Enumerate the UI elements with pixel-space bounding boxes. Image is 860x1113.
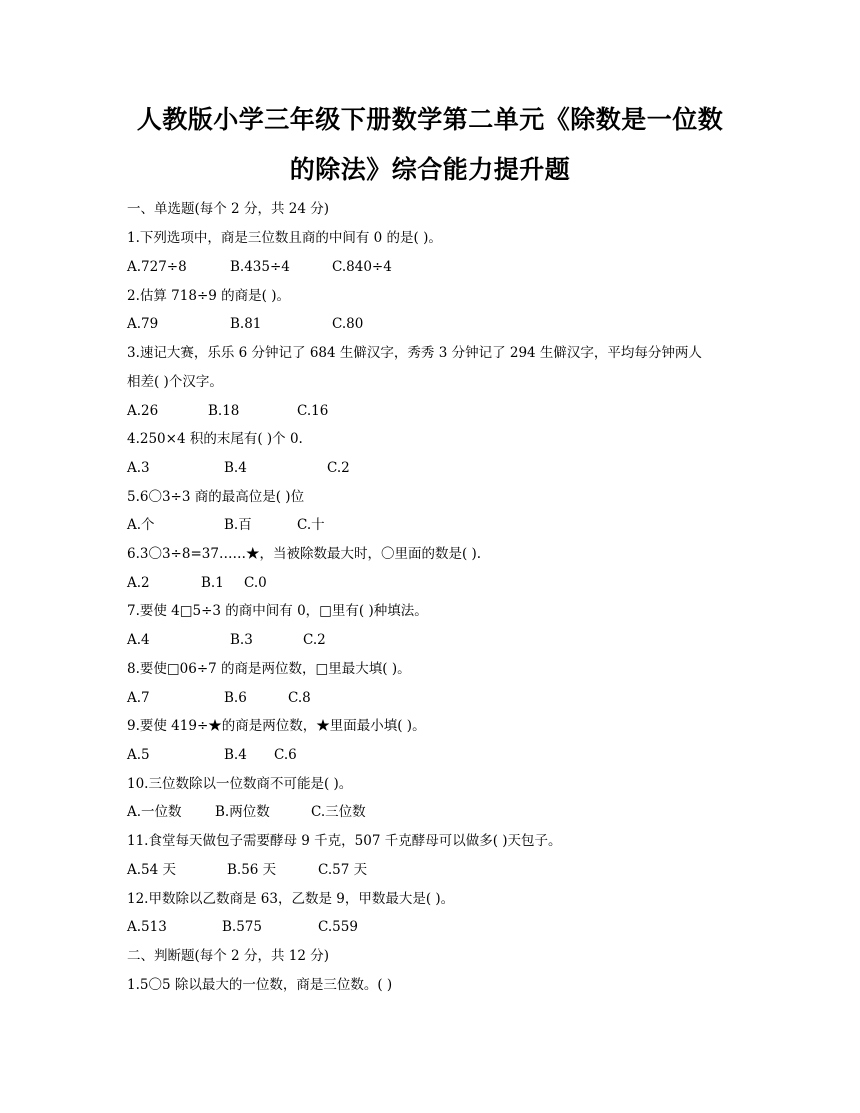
q4-option-c: C.2 — [327, 460, 350, 476]
q7-option-b: B.3 — [230, 632, 253, 648]
q9-option-a: A.5 — [127, 747, 150, 763]
q11-option-a: A.54 天 — [127, 862, 177, 878]
q2-option-c: C.80 — [332, 316, 364, 332]
q4-option-a: A.3 — [127, 460, 150, 476]
q11-option-c: C.57 天 — [318, 862, 368, 878]
q6-option-a: A.2 — [127, 575, 150, 591]
question-3: 3.速记大赛，乐乐 6 分钟记了 684 生僻汉字，秀秀 3 分钟记了 294 生僻汉字，平均每分钟两人 — [127, 345, 702, 361]
q1-option-a: A.727÷8 — [127, 259, 187, 275]
document-title-line-1: 人教版小学三年级下册数学第二单元《除数是一位数 — [136, 105, 724, 134]
q11-option-b: B.56 天 — [227, 862, 277, 878]
q10-option-b: B.两位数 — [215, 804, 270, 820]
question-12: 12.甲数除以乙数商是 63，乙数是 9，甲数最大是( )。 — [127, 891, 455, 907]
q5-option-c: C.十 — [297, 517, 325, 533]
q8-option-b: B.6 — [224, 690, 247, 706]
q2-option-a: A.79 — [127, 316, 159, 332]
question-7: 7.要使 4□5÷3 的商中间有 0，□里有( )种填法。 — [127, 603, 428, 619]
q9-option-b: B.4 — [224, 747, 247, 763]
document-title-line-2: 的除法》综合能力提升题 — [289, 155, 571, 184]
q5-option-b: B.百 — [224, 517, 252, 533]
question-1: 1.下列选项中，商是三位数且商的中间有 0 的是( )。 — [127, 230, 442, 246]
q6-option-b: B.1 — [201, 575, 224, 591]
q4-option-b: B.4 — [224, 460, 247, 476]
judge-question-1: 1.5〇5 除以最大的一位数，商是三位数。( ) — [127, 977, 393, 993]
q12-option-b: B.575 — [222, 919, 262, 935]
question-10: 10.三位数除以一位数商不可能是( )。 — [127, 776, 353, 792]
question-6: 6.3〇3÷8=37……★，当被除数最大时，〇里面的数是( ). — [127, 546, 482, 562]
question-11: 11.食堂每天做包子需要酵母 9 千克，507 千克酵母可以做多( )天包子。 — [127, 833, 562, 849]
q6-option-c: C.0 — [244, 575, 267, 591]
question-9: 9.要使 419÷★的商是两位数，★里面最小填( )。 — [127, 718, 426, 734]
section-heading-single-choice: 一、单选题(每个 2 分，共 24 分) — [127, 201, 329, 217]
q12-option-a: A.513 — [127, 919, 167, 935]
q1-option-b: B.435÷4 — [230, 259, 290, 275]
q12-option-c: C.559 — [318, 919, 358, 935]
section-heading-true-false: 二、判断题(每个 2 分，共 12 分) — [127, 948, 329, 964]
q1-option-c: C.840÷4 — [332, 259, 392, 275]
q3-option-c: C.16 — [297, 403, 329, 419]
q8-option-c: C.8 — [288, 690, 311, 706]
q5-option-a: A.个 — [127, 517, 155, 533]
question-2: 2.估算 718÷9 的商是( )。 — [127, 288, 290, 304]
q2-option-b: B.81 — [230, 316, 262, 332]
q9-option-c: C.6 — [274, 747, 297, 763]
q8-option-a: A.7 — [127, 690, 150, 706]
question-4: 4.250×4 积的末尾有( )个 0. — [127, 431, 303, 447]
q3-option-b: B.18 — [208, 403, 240, 419]
question-5: 5.6〇3÷3 商的最高位是( )位 — [127, 489, 305, 505]
question-8: 8.要使□06÷7 的商是两位数，□里最大填( )。 — [127, 661, 411, 677]
question-3-continued: 相差( )个汉字。 — [127, 374, 223, 390]
q10-option-a: A.一位数 — [127, 804, 182, 820]
q7-option-c: C.2 — [303, 632, 326, 648]
q3-option-a: A.26 — [127, 403, 159, 419]
q10-option-c: C.三位数 — [311, 804, 366, 820]
q7-option-a: A.4 — [127, 632, 150, 648]
